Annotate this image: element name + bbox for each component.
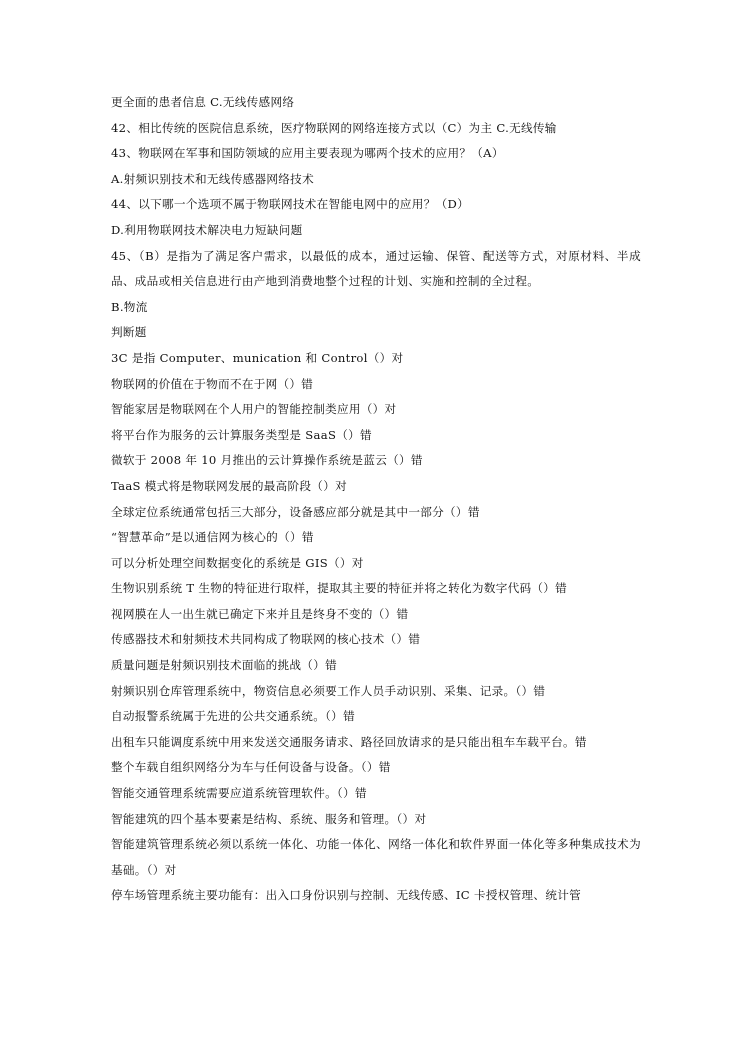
- tf-item: 智能建筑管理系统必须以系统一体化、功能一体化、网络一体化和软件界面一体化等多种集成技术为基础。（）对: [111, 837, 641, 877]
- tf-item: 全球定位系统通常包括三大部分，设备感应部分就是其中一部分（）错: [111, 504, 480, 519]
- answer-45: B.物流: [111, 299, 148, 314]
- tf-item: TaaS 模式将是物联网发展的最高阶段（）对: [111, 478, 347, 493]
- tf-item: 将平台作为服务的云计算服务类型是 SaaS（）错: [111, 427, 372, 442]
- tf-item: 出租车只能调度系统中用来发送交通服务请求、路径回放请求的是只能出租车车载平台。错: [111, 734, 587, 749]
- tf-item: “智慧革命”是以通信网为核心的（）错: [111, 530, 314, 545]
- section-heading-true-false: 判断题: [111, 325, 147, 340]
- tf-item: 传感器技术和射频技术共同构成了物联网的核心技术（）错: [111, 632, 421, 647]
- question-42: 42、相比传统的医院信息系统，医疗物联网的网络连接方式以（C）为主 C.无线传输: [111, 120, 557, 135]
- tf-item: 停车场管理系统主要功能有：出入口身份识别与控制、无线传感、IC 卡授权管理、统计管: [111, 888, 582, 903]
- answer-43: A.射频识别技术和无线传感器网络技术: [111, 171, 314, 186]
- tf-item: 整个车载自组织网络分为车与任何设备与设备。（）错: [111, 760, 391, 775]
- tf-item: 微软于 2008 年 10 月推出的云计算操作系统是蓝云（）错: [111, 453, 423, 468]
- question-44: 44、以下哪一个选项不属于物联网技术在智能电网中的应用？（D）: [111, 197, 469, 212]
- answer-44: D.利用物联网技术解决电力短缺问题: [111, 222, 303, 237]
- tf-item: 射频识别仓库管理系统中，物资信息必须要工作人员手动识别、采集、记录。（）错: [111, 683, 546, 698]
- question-43: 43、物联网在军事和国防领域的应用主要表现为哪两个技术的应用？（A）: [111, 146, 504, 161]
- text-line: 更全面的患者信息 C.无线传感网络: [111, 95, 295, 109]
- tf-item: 智能交通管理系统需要应道系统管理软件。（）错: [111, 786, 367, 801]
- tf-item: 自动报警系统属于先进的公共交通系统。（）错: [111, 709, 355, 724]
- tf-item: 智能建筑的四个基本要素是结构、系统、服务和管理。（）对: [111, 811, 427, 826]
- tf-item: 可以分析处理空间数据变化的系统是 GIS（）对: [111, 555, 364, 570]
- question-45: 45、（B）是指为了满足客户需求，以最低的成本，通过运输、保管、配送等方式，对原材料、半成品、成品或相关信息进行由产地到消费地整个过程的计划、实施和控制的全过程。: [111, 248, 641, 289]
- tf-item: 智能家居是物联网在个人用户的智能控制类应用（）对: [111, 402, 397, 417]
- document-body: [111, 90, 641, 909]
- tf-item: 生物识别系统 T 生物的特征进行取样，提取其主要的特征并将之转化为数字代码（）错: [111, 581, 568, 596]
- tf-item: 质量问题是射频识别技术面临的挑战（）错: [111, 658, 337, 673]
- tf-item: 视网膜在人一出生就已确定下来并且是终身不变的（）错: [111, 606, 409, 621]
- tf-item: 3C 是指 Computer、munication 和 Control（）对: [111, 350, 404, 365]
- tf-item: 物联网的价值在于物而不在于网（）错: [111, 376, 314, 391]
